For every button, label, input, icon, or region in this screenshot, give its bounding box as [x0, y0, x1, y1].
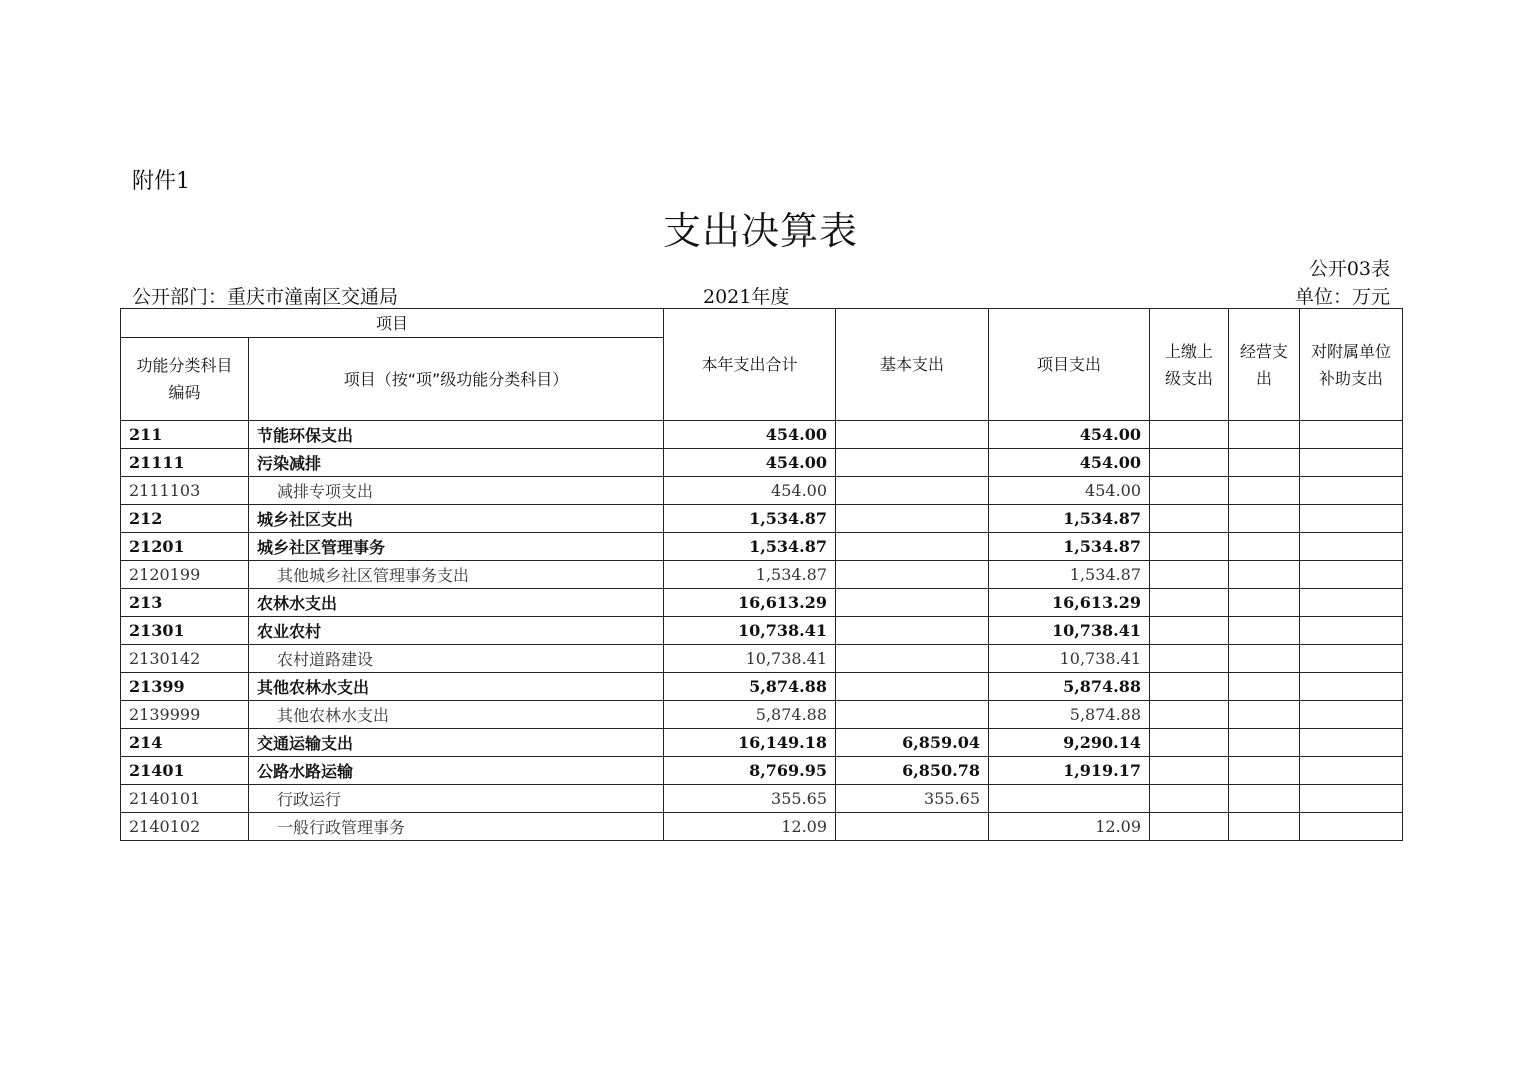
cell-business	[1229, 617, 1300, 645]
cell-upper	[1150, 589, 1229, 617]
cell-business	[1229, 813, 1300, 841]
cell-total: 16,613.29	[664, 589, 836, 617]
cell-business	[1229, 421, 1300, 449]
cell-total: 454.00	[664, 477, 836, 505]
cell-business	[1229, 533, 1300, 561]
cell-subsidy	[1300, 645, 1403, 673]
header-code: 功能分类科目编码	[121, 338, 249, 421]
cell-upper	[1150, 757, 1229, 785]
table-row	[121, 729, 1403, 757]
cell-business	[1229, 701, 1300, 729]
cell-basic	[836, 505, 989, 533]
table-number: 公开03表	[1308, 258, 1390, 280]
cell-subsidy	[1300, 701, 1403, 729]
cell-total: 5,874.88	[664, 673, 836, 701]
cell-business	[1229, 785, 1300, 813]
cell-upper	[1150, 477, 1229, 505]
cell-basic	[836, 589, 989, 617]
cell-code: 2140101	[121, 785, 249, 813]
cell-total: 10,738.41	[664, 617, 836, 645]
cell-business	[1229, 673, 1300, 701]
attachment-label: 附件1	[132, 169, 190, 194]
cell-item-name: 农村道路建设	[249, 645, 664, 673]
table-row	[121, 477, 1403, 505]
cell-item-name: 城乡社区管理事务	[249, 533, 664, 561]
cell-code: 213	[121, 589, 249, 617]
cell-subsidy	[1300, 673, 1403, 701]
cell-upper	[1150, 701, 1229, 729]
table-row	[121, 813, 1403, 841]
department-label: 公开部门：重庆市潼南区交通局	[132, 286, 399, 308]
cell-upper	[1150, 533, 1229, 561]
table-row	[121, 421, 1403, 449]
cell-total: 454.00	[664, 449, 836, 477]
cell-basic	[836, 701, 989, 729]
table-row	[121, 701, 1403, 729]
cell-item-name: 其他城乡社区管理事务支出	[249, 561, 664, 589]
cell-project: 1,534.87	[989, 505, 1150, 533]
cell-project: 5,874.88	[989, 701, 1150, 729]
cell-total: 10,738.41	[664, 645, 836, 673]
table-body	[121, 421, 1403, 841]
header-item-group: 项目	[121, 309, 664, 338]
cell-project: 12.09	[989, 813, 1150, 841]
header-business: 经营支出	[1229, 309, 1300, 421]
cell-project: 454.00	[989, 421, 1150, 449]
cell-subsidy	[1300, 449, 1403, 477]
cell-code: 212	[121, 505, 249, 533]
table-row	[121, 785, 1403, 813]
cell-subsidy	[1300, 617, 1403, 645]
table-row	[121, 617, 1403, 645]
cell-business	[1229, 505, 1300, 533]
cell-code: 21201	[121, 533, 249, 561]
header-basic: 基本支出	[836, 309, 989, 421]
cell-subsidy	[1300, 813, 1403, 841]
cell-basic: 6,850.78	[836, 757, 989, 785]
cell-upper	[1150, 449, 1229, 477]
cell-basic	[836, 477, 989, 505]
cell-code: 21111	[121, 449, 249, 477]
cell-upper	[1150, 505, 1229, 533]
cell-total: 1,534.87	[664, 505, 836, 533]
table-row	[121, 589, 1403, 617]
cell-project: 1,919.17	[989, 757, 1150, 785]
cell-business	[1229, 561, 1300, 589]
cell-item-name: 城乡社区支出	[249, 505, 664, 533]
cell-total: 1,534.87	[664, 533, 836, 561]
cell-project: 5,874.88	[989, 673, 1150, 701]
expenditure-table	[120, 308, 1403, 841]
cell-basic: 6,859.04	[836, 729, 989, 757]
cell-project: 1,534.87	[989, 533, 1150, 561]
table-row	[121, 673, 1403, 701]
table-row	[121, 533, 1403, 561]
cell-upper	[1150, 421, 1229, 449]
cell-code: 2130142	[121, 645, 249, 673]
cell-upper	[1150, 673, 1229, 701]
cell-item-name: 其他农林水支出	[249, 701, 664, 729]
cell-business	[1229, 645, 1300, 673]
cell-total: 8,769.95	[664, 757, 836, 785]
cell-project: 10,738.41	[989, 617, 1150, 645]
unit-label: 单位：万元	[1294, 286, 1390, 308]
header-total: 本年支出合计	[664, 309, 836, 421]
cell-basic	[836, 449, 989, 477]
cell-item-name: 一般行政管理事务	[249, 813, 664, 841]
cell-code: 214	[121, 729, 249, 757]
cell-total: 454.00	[664, 421, 836, 449]
cell-item-name: 农业农村	[249, 617, 664, 645]
header-subsidy: 对附属单位补助支出	[1300, 309, 1403, 421]
cell-code: 21401	[121, 757, 249, 785]
cell-project	[989, 785, 1150, 813]
cell-basic	[836, 421, 989, 449]
cell-business	[1229, 757, 1300, 785]
cell-basic	[836, 561, 989, 589]
cell-total: 12.09	[664, 813, 836, 841]
cell-subsidy	[1300, 505, 1403, 533]
cell-basic	[836, 645, 989, 673]
cell-basic	[836, 813, 989, 841]
cell-subsidy	[1300, 533, 1403, 561]
table-row	[121, 757, 1403, 785]
cell-item-name: 减排专项支出	[249, 477, 664, 505]
cell-item-name: 农林水支出	[249, 589, 664, 617]
cell-item-name: 公路水路运输	[249, 757, 664, 785]
cell-item-name: 节能环保支出	[249, 421, 664, 449]
fiscal-year-label: 2021年度	[703, 286, 790, 308]
page-title: 支出决算表	[662, 209, 858, 253]
cell-item-name: 行政运行	[249, 785, 664, 813]
cell-project: 10,738.41	[989, 645, 1150, 673]
cell-subsidy	[1300, 477, 1403, 505]
cell-upper	[1150, 785, 1229, 813]
cell-business	[1229, 729, 1300, 757]
cell-total: 355.65	[664, 785, 836, 813]
header-upper: 上缴上级支出	[1150, 309, 1229, 421]
cell-project: 454.00	[989, 477, 1150, 505]
cell-code: 2120199	[121, 561, 249, 589]
table-row	[121, 645, 1403, 673]
cell-project: 16,613.29	[989, 589, 1150, 617]
cell-upper	[1150, 561, 1229, 589]
cell-project: 454.00	[989, 449, 1150, 477]
cell-subsidy	[1300, 589, 1403, 617]
cell-subsidy	[1300, 729, 1403, 757]
cell-basic: 355.65	[836, 785, 989, 813]
cell-basic	[836, 533, 989, 561]
cell-total: 16,149.18	[664, 729, 836, 757]
cell-item-name: 交通运输支出	[249, 729, 664, 757]
cell-project: 9,290.14	[989, 729, 1150, 757]
cell-basic	[836, 673, 989, 701]
cell-business	[1229, 477, 1300, 505]
cell-subsidy	[1300, 757, 1403, 785]
cell-business	[1229, 449, 1300, 477]
cell-upper	[1150, 645, 1229, 673]
cell-upper	[1150, 617, 1229, 645]
cell-total: 1,534.87	[664, 561, 836, 589]
cell-subsidy	[1300, 785, 1403, 813]
cell-code: 211	[121, 421, 249, 449]
cell-subsidy	[1300, 561, 1403, 589]
cell-subsidy	[1300, 421, 1403, 449]
meta-row	[132, 282, 1390, 308]
cell-item-name: 污染减排	[249, 449, 664, 477]
cell-project: 1,534.87	[989, 561, 1150, 589]
cell-item-name: 其他农林水支出	[249, 673, 664, 701]
cell-code: 21399	[121, 673, 249, 701]
header-project: 项目支出	[989, 309, 1150, 421]
header-item-name: 项目（按“项”级功能分类科目）	[249, 338, 664, 421]
cell-business	[1229, 589, 1300, 617]
cell-code: 2140102	[121, 813, 249, 841]
table-row	[121, 505, 1403, 533]
cell-code: 21301	[121, 617, 249, 645]
table-row	[121, 561, 1403, 589]
cell-code: 2111103	[121, 477, 249, 505]
cell-upper	[1150, 729, 1229, 757]
cell-basic	[836, 617, 989, 645]
cell-upper	[1150, 813, 1229, 841]
table-row	[121, 449, 1403, 477]
cell-total: 5,874.88	[664, 701, 836, 729]
cell-code: 2139999	[121, 701, 249, 729]
